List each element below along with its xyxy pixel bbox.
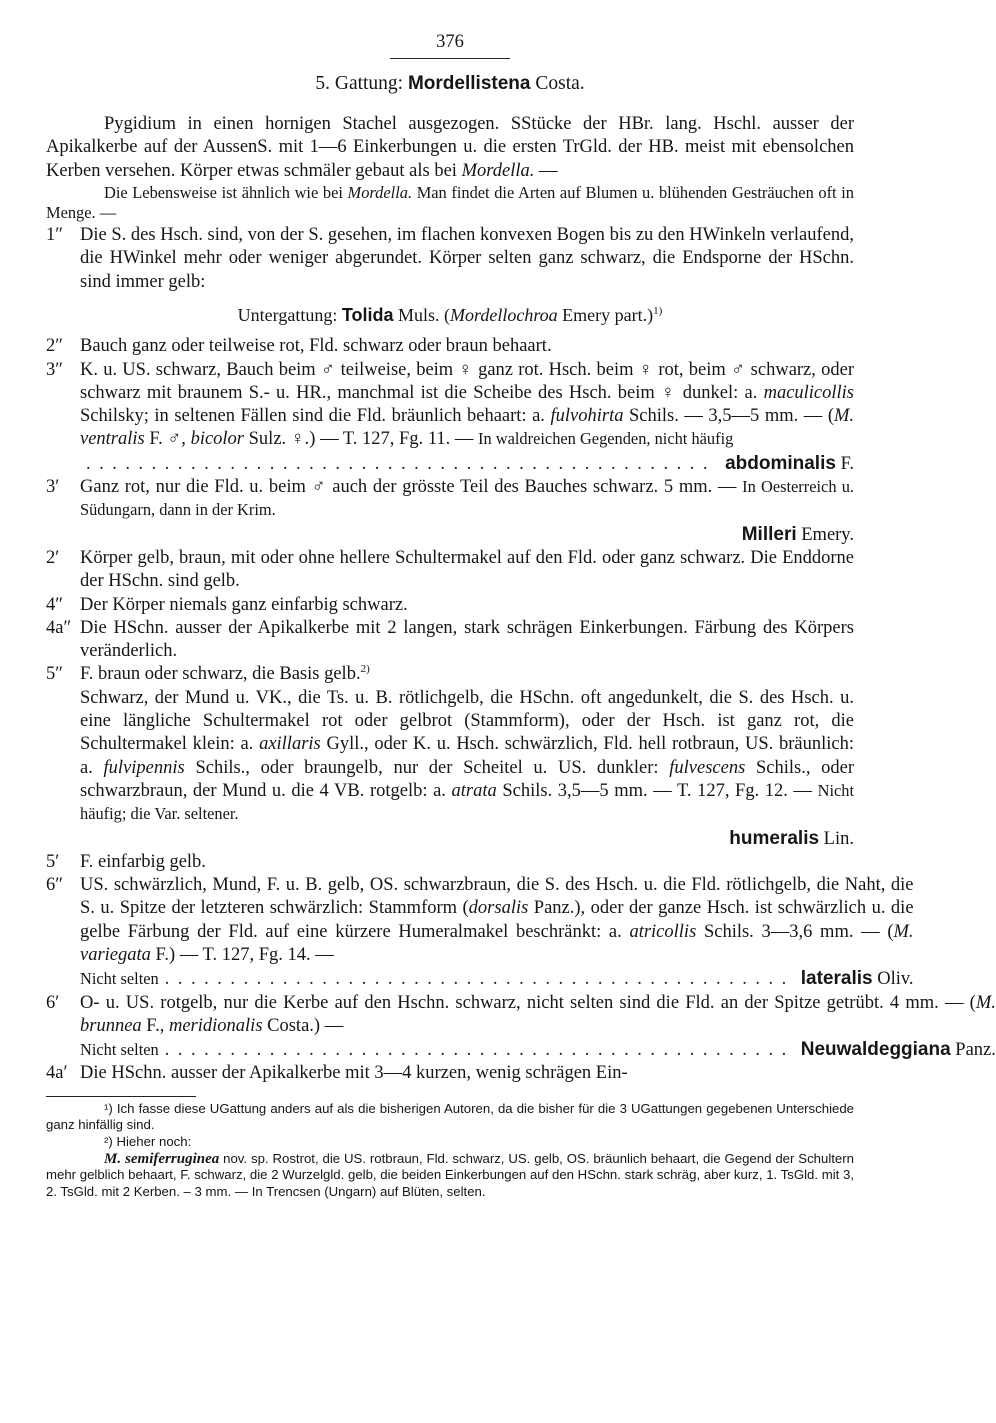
key-couplet-3b: 3′ Ganz rot, nur die Fld. u. beim ♂ auch der grösste Teil des Bauches schwarz. 5 mm. — In Oesterreich u. Südungarn, dann in der Krim. Milleri Emery. xyxy=(46,476,854,547)
genus-name: Mordellistena xyxy=(407,73,531,94)
footnote-2-lead: ²) Hieher noch: xyxy=(104,1133,192,1149)
footnote-1: ¹) Ich fasse diese UGattung anders auf als die bisherigen Autoren, da die bisher für die 3 UGattungen gegebenen Unterschiede ganz hinfällig sind. xyxy=(46,1100,854,1133)
key-couplet-5a: 5″ F. braun oder schwarz, die Basis gelb.$^{2)}$ Schwarz, der Mund u. VK., die Ts. u. B. rötlichgelb, die HSchn. oft angedunkelt, die S. des Hsch. u. eine längliche Schultermakel rot oder gelbrot (Stammform), oder der Hsch. ist ganz rot, die Schultermakel klein: a. axillaris Gyll., oder K. u. Hsch. schwärzlich, Fld. hell rotbraun, US. bräunlich: a. fulvipennis Schils., oder braungelb, nur der Scheitel u. US. dunkler: fulvescens Schils., oder schwarzbraun, der Mund u. die 4 VB. rotgelb: a. atrata Schils. 3,5—5 mm. — T. 127, Fg. 12. — Nicht häufig; die Var. seltener. humeralis Lin. xyxy=(46,663,854,850)
subgenus-name: Tolida xyxy=(341,304,394,325)
species-milleri-line: Milleri Emery. xyxy=(741,523,854,545)
species-name-abdominalis: abdominalis xyxy=(725,452,836,474)
footnote-ref-1: 1) xyxy=(653,304,663,317)
key-couplet-5b: 5′ F. einfarbig gelb. xyxy=(46,851,206,872)
key-couplet-6b: 6′ O- u. US. rotgelb, nur die Kerbe auf den Hschn. schwarz, nicht selten sind die Fld. an der Spitze getrübt. 4 mm. — (M. brunnea F., meridionalis Costa.) — Nicht selten ................................................ Neuwaldeggiana Panz. xyxy=(46,992,854,1063)
species-name-milleri: Milleri xyxy=(741,523,797,545)
footnote-ref-2: 2) xyxy=(360,663,370,676)
footnotes xyxy=(46,1101,854,1201)
key-couplet-6a: 6″ US. schwärzlich, Mund, F. u. B. gelb, OS. schwarzbraun, die S. des Hsch. u. die Fld. rötlichgelb, die Naht, die S. u. Spitze der letzteren schwärzlich: Stammform (dorsalis Panz.), oder der ganze Hsch. ist schwärzlich u. die gelbe Färbung der Fld. auf eine kürzere Humeralmakel beschränkt: a. atricollis Schils. 3—3,6 mm. — (M. variegata F.) — T. 127, Fg. 14. — Nicht selten ................................................ lateralis Oliv. xyxy=(46,874,854,991)
intro-paragraph: Pygidium in einen hornigen Stachel ausgezogen. SStücke der HBr. lang. Hschl. ausser der Apikalkerbe auf der AussenS. mit 1—6 Einkerbungen u. die ersten TrGld. der HB. meist mit ebensolchen Kerben versehen. Körper etwas schmäler gebaut als bei Mordella. — xyxy=(46,114,854,181)
page-number: 376 xyxy=(436,32,464,52)
genus-prefix: 5. Gattung: xyxy=(315,73,404,94)
genus-intro xyxy=(46,113,854,224)
key-couplet-2a: 2″ Bauch ganz oder teilweise rot, Fld. schwarz oder braun behaart. xyxy=(46,336,552,357)
subgenus-heading: Untergattung: Tolida Muls. (Mordellochroa Emery part.)$^{1)}$ xyxy=(237,304,663,325)
footnote-2-body: M. semiferruginea nov. sp. Rostrot, die US. rotbraun, Fld. schwarz, US. gelb, OS. bräunlich behaart, die Gegend der Schultern mehr gelblich behaart, F. schwarz, die 2 Wurzelgld. gelb, die beiden Einkerbungen auf den HSchn. stark schräg, aber kurz, 1. TsGld. mit 3, 2. TsGld. mit 2 Kerben. – 3 mm. — In Trencsen (Ungarn) auf Blüten, selten. xyxy=(46,1150,854,1199)
species-name-humeralis: humeralis xyxy=(729,827,820,849)
species-abdominalis-line: ................................................ abdominalis F. xyxy=(86,452,854,474)
key-couplet-2b: 2′ Körper gelb, braun, mit oder ohne hellere Schultermakel auf den Fld. oder ganz schwarz. Die Enddorne der HSchn. sind gelb. xyxy=(46,547,854,592)
key-couplet-4a: 4″ Der Körper niemals ganz einfarbig schwarz. xyxy=(46,594,408,615)
species-neuwaldeggiana-line: Nicht selten ................................................ Neuwaldeggiana Panz. xyxy=(80,1039,996,1061)
genus-author: Costa. xyxy=(535,73,585,94)
key-couplet-4ab: 4a′ Die HSchn. ausser der Apikalkerbe mit 3—4 kurzen, wenig schrägen Ein- xyxy=(46,1063,628,1084)
species-name-lateralis: lateralis xyxy=(800,968,873,990)
page-number-rule xyxy=(390,58,510,59)
footnote-rule xyxy=(46,1096,196,1097)
species-lateralis-line: Nicht selten ................................................ lateralis Oliv. xyxy=(80,968,914,990)
intro-biology-note: Die Lebensweise ist ähnlich wie bei Mordella. Man findet die Arten auf Blumen u. blühenden Gesträuchen oft in Menge. — xyxy=(46,182,854,223)
species-humeralis-line: humeralis Lin. xyxy=(729,827,854,849)
key-couplet-1a: 1″ Die S. des Hsch. sind, von der S. gesehen, im flachen konvexen Bogen bis zu den HWinkeln verlaufend, die HWinkel mehr oder weniger abgerundet. Körper selten ganz schwarz, die Endsporne der HSchn. sind immer gelb: xyxy=(46,225,854,292)
genus-heading xyxy=(46,71,854,97)
species-name-neuwaldeggiana: Neuwaldeggiana xyxy=(800,1039,951,1061)
key-couplet-3a: 3″ K. u. US. schwarz, Bauch beim ♂ teilweise, beim ♀ ganz rot. Hsch. beim ♀ rot, beim ♂ schwarz, oder schwarz mit braunem S.- u. HR., manchmal ist die Scheibe des Hsch. beim ♀ dunkel: a. maculicollis Schilsky; in seltenen Fällen sind die Fld. bräunlich behaart: a. fulvohirta Schils. — 3,5—5 mm. — (M. ventralis F. ♂, bicolor Sulz. ♀.) — T. 127, Fg. 11. — In waldreichen Gegenden, nicht häufig ................................................ abdominalis F. xyxy=(46,359,854,476)
key-couplet-4aa: 4a″ Die HSchn. ausser der Apikalkerbe mit 2 langen, stark schrägen Einkerbungen. Färbung des Körpers veränderlich. xyxy=(46,617,854,662)
